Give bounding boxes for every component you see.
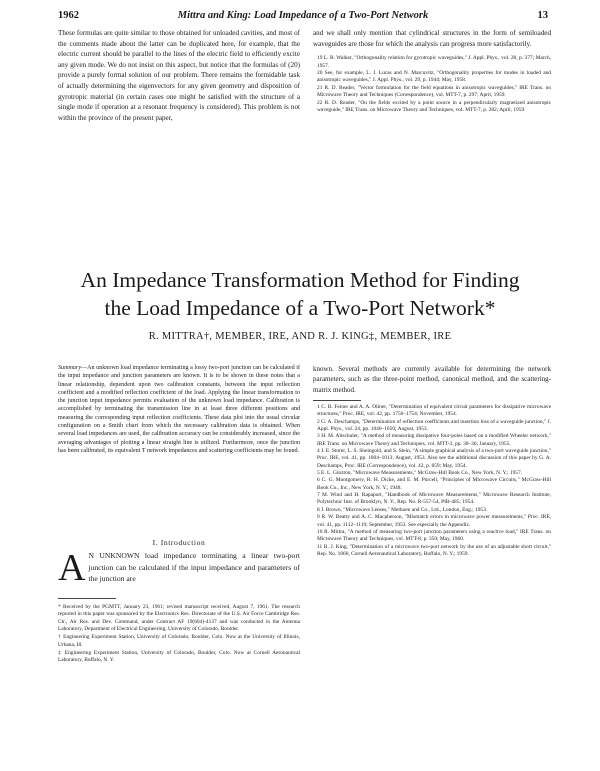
footnotes: [58, 604, 300, 665]
prev-article-references: [313, 55, 551, 114]
article-title: [40, 266, 560, 322]
footnote-item: * Received by the PGMTT, January 23, 1961; revised manuscript received, August 7, 1961. The research reported in this paper was sponsored by the Electronics Res. Directorate of the U.S. Air Force Cambridge Res. Ctr., Air Res. and Dev. Command, under Contract AF 19(604)-4137 and was conducted in the Antenna Laboratory, Department of Electrical Engineering, University of Colorado, Boulder.: [58, 604, 300, 633]
references-rule: [313, 400, 361, 401]
footnote-rule: [58, 598, 116, 599]
reference-item: 20 See, for example, L. J. Lucas and N. Marcuvitz, "Orthogonality properties for modes in loaded and anisotropic waveguides," J. Appl. Phys., vol. 29, p. 1944; May, 1958.: [317, 70, 551, 84]
reference-list: [313, 404, 551, 558]
introduction-paragraph: [58, 547, 300, 598]
article-title-line: An Impedance Transformation Method for Finding: [80, 268, 520, 292]
reference-item: 11 R. J. King, "Determination of a microwave two-port network by the use of an adjustable short circuit," Rep. No. 1060, Cornell Aeronautical Laboratory, Buffalo, N. Y.; 1959.: [317, 543, 551, 557]
prev-article-closing-text: and we shall only mention that cylindrical structures in the form of semiloaded waveguides are those for which the analysis can progress more satisfactorily.: [313, 29, 551, 48]
prev-article-right-column: [313, 28, 551, 114]
article-summary: [58, 364, 300, 455]
prev-article-left-column: These formulas are quite similar to those obtained for unloaded cavities, and most of the comments made about the latter can be duplicated here, for example, that the electric current should be parallel to the lines of the electric field to efficiently excite any given mode. We do not insist on this aspect, but notice that the formulas of (20) provide a purely formal solution of our problem. There remains the formidable task of actually determining the eigenvectors for any given geometry and disposition of gyrotropic material (in certain cases one might be satisfied with the structure of a single mode if operation at a resonant frequency is considered). This problem is not within the province of the present paper,: [58, 29, 300, 122]
reference-item: 10 R. Mittra, "A method of measuring two-port junction parameters using a reactive load," IRE Trans. on Microwave Theory and Techniques, vol. MTT-8, p. 350; May, 1960.: [317, 528, 551, 543]
header-page-number: 13: [537, 10, 548, 21]
right-column-body-text: known. Several methods are currently available for determining the network parameters, such as the three-point method, canonical method, and the scattering-matrix method.: [313, 365, 551, 394]
article-authors: R. MITTRA†, MEMBER, IRE, AND R. J. KING‡, MEMBER, IRE: [148, 331, 452, 342]
reference-item: 19 L. R. Walker, "Orthogonality relation for gyrotropic waveguides," J. Appl. Phys., vol. 28, p. 377; March, 1957.: [317, 55, 551, 69]
reference-item: 8 J. Brown, "Microwave Lenses," Methuen and Co., Ltd., London, Eng.; 1953.: [317, 506, 488, 513]
reference-item: 4 J. E. Storer, L. S. Sheingold, and S. Stein, "A simple graphical analysis of a two-port waveguide junction," Proc. IRE, vol. 41, pp. 1004–1013; August, 1953. Also see the additional discussion of this paper by G. A. Deschamps, Proc. IRE (Correspondence), vol. 42, p. 859; May, 1954.: [317, 448, 551, 469]
reference-item: 22 R. D. Reader, "On the fields excited by a point source in a perpendicularly magnetized anisotropic waveguide," IRE Trans. on Microwave Theory and Techniques, vol. MTT-7, p. 282; April, 1959.: [317, 99, 551, 114]
article-title-line: the Load Impedance of a Two-Port Network*: [104, 296, 496, 320]
reference-item: 5 E. L. Ginzton, "Microwave Measurements," McGraw-Hill Book Co., New York, N. Y.; 1957.: [317, 470, 523, 477]
footnote-item: ‡ Engineering Experiment Station, University of Colorado, Boulder, Colo. Now at Cornell Aeronautical Laboratory, Buffalo, N. Y.: [58, 650, 300, 664]
footnote-item: † Engineering Experiment Station, University of Colorado, Boulder, Colo. Now at the University of Illinois, Urbana, Ill.: [58, 634, 300, 648]
section-heading-introduction: I. Introduction: [152, 538, 206, 547]
running-header: [58, 10, 548, 26]
reference-item: 21 R. D. Reader, "Vector formulation for the field equations in anisotropic waveguides," IRE Trans. on Microwave Theory and Techniques (Correspondence), vol. MTT-7, p. 297; April, 1959.: [317, 84, 551, 99]
reference-item: 2 G. A. Deschamps, "Determination of reflection coefficients and insertion loss of a waveguide junction," J. Appl. Phys., vol. 24, pp. 1046–1050; August, 1953.: [317, 418, 551, 433]
reference-item: 9 R. W. Beatty and A. C. Macpherson, "Mismatch errors in microwave power measurements," Proc. IRE, vol. 41, pp. 1112–1119; September, 1953. See especially the Appendix.: [317, 514, 551, 528]
introduction-text: N UNKNOWN load impedance terminating a linear two-port junction can be calculated if the input impedance and parameters of the junction are: [88, 551, 300, 583]
article-references: [313, 404, 551, 558]
drop-cap: A: [58, 547, 86, 589]
reference-item: 1 C. B. Feiner and A. A. Oliner, "Determination of equivalent circuit parameters for dissipative microwave structures," Proc. IRE, vol. 42, pp. 1750–1754; November, 1954.: [317, 404, 551, 418]
header-year: 1962: [58, 10, 79, 21]
header-running-title: Mittra and King: Load Impedance of a Two-Port Network: [177, 10, 429, 21]
reference-item: 3 H. M. Altschuler, "A method of measuring dissipative four-poles based on a modified Wheeler network," IRE Trans. on Microwave Theory and Techniques, vol. MTT-3, pp. 30–36; January, 1955.: [317, 433, 551, 447]
reference-item: 6 C. G. Montgomery, R. H. Dicke, and E. M. Purcell, "Principles of Microwave Circuits," McGraw-Hill Book Co., Inc., New York, N. Y.; 1948.: [317, 477, 551, 491]
reference-item: 7 M. Wind and H. Rapaport, "Handbook of Microwave Measurements," Microwave Research Institute, Polytechnic Inst. of Brooklyn, N. Y., Rep. No. R-557-54, PIB-485; 1954.: [317, 492, 551, 506]
summary-body: —An unknown load impedance terminating a lossy two-port junction can be calculated if the input impedance and junction parameters are known. It is to be shown in these notes that a linear relationship, dependent upon two calibration constants, between the input reflection coefficient and a modified reflection coefficient of the load. Applying the linear transformation to the junction input impedance permits evaluation of the unknown load impedance. Calibration is accomplished by terminating the transmission line in at least three different positions and measuring the corresponding input reflection coefficients. These data plot into the usual circular configuration on a Smith chart from which the necessary calibration data is obtained. When several load impedances are used, the calibration accuracy can be considerably increased, since the averaging advantages of plotting a linear straight line is utilized. Furthermore, once the junction has been calibrated, its equivalent T network impedances and scattering coefficients may be found.: [58, 365, 300, 454]
summary-lead: Summary: [58, 365, 82, 371]
